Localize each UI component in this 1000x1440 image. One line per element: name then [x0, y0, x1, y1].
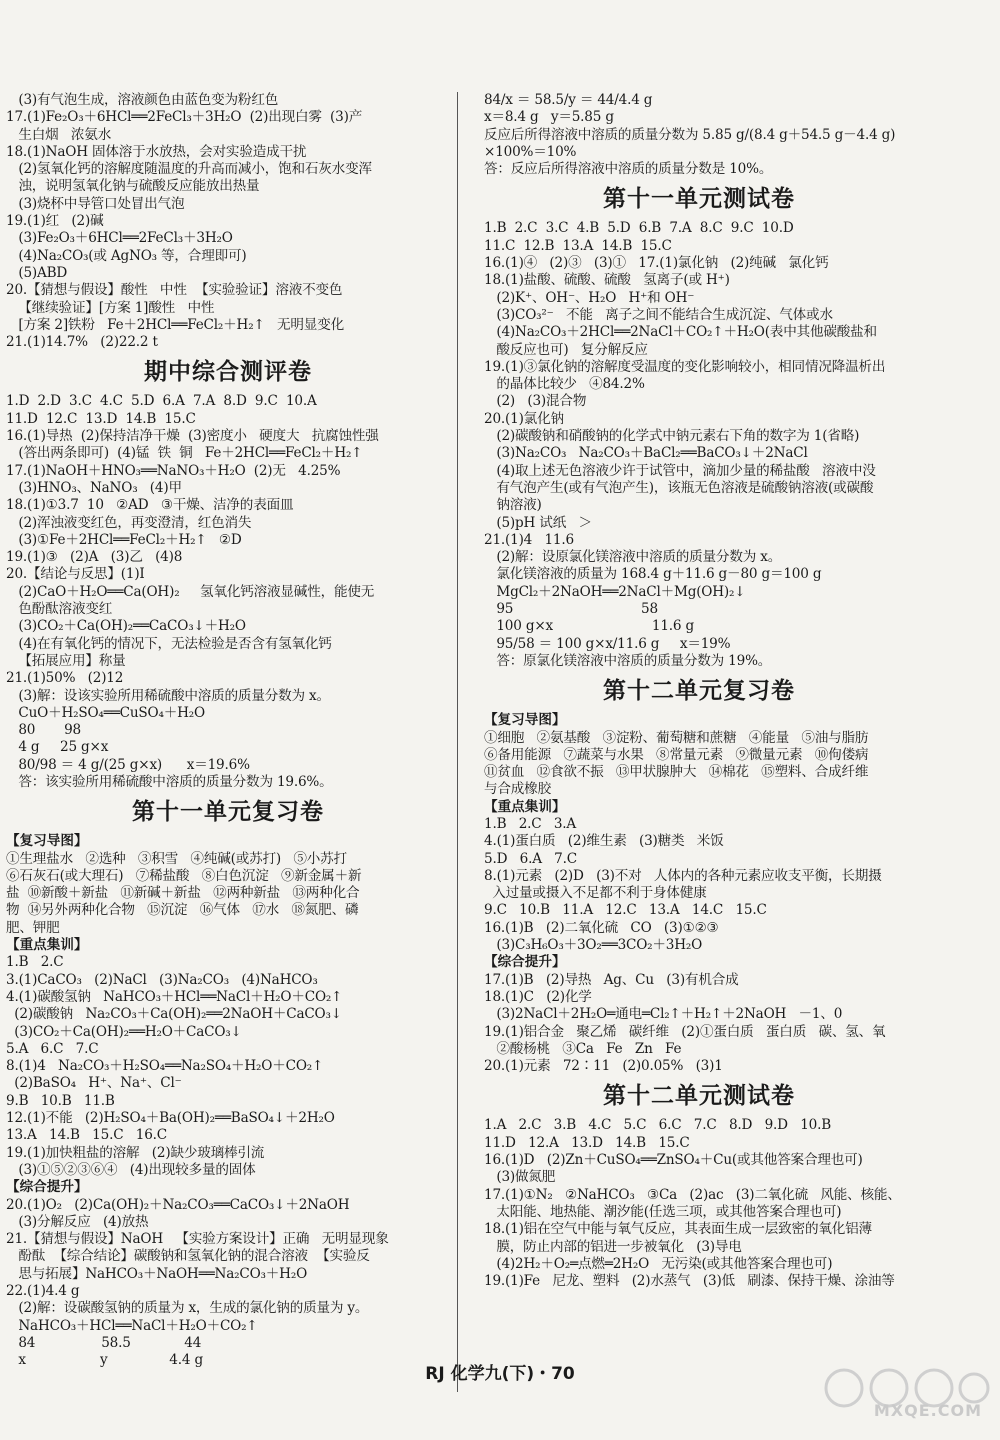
section-heading: 期中综合测评卷: [144, 359, 312, 386]
answer-line: 20.【猜想与假设】酸性 中性 【实验验证】溶液不变色: [6, 282, 343, 299]
answer-line: 浊，说明氢氧化钠与硫酸反应能放出热量: [6, 178, 260, 195]
answer-line: ⑥石灰石(或大理石) ⑦稀盐酸 ⑧白色沉淀 ⑨新金属＋新: [6, 867, 362, 884]
answer-line: 1.B 2.C: [6, 954, 64, 971]
answer-line: (4)2H₂＋O₂═点燃═2H₂O 无污染(或其他答案合理也可): [484, 1255, 833, 1272]
section-tag: 【重点集训】: [6, 937, 88, 954]
answer-line: (3)①⑤②③⑥④ (4)出现较多量的固体: [6, 1161, 256, 1178]
answer-line: 17.(1)Fe₂O₃＋6HCl══2FeCl₃＋3H₂O (2)出现白雾 (3)产: [6, 109, 363, 126]
answer-line: (2)CaO＋H₂O══Ca(OH)₂ 氢氧化钙溶液显碱性，能使无: [6, 583, 375, 600]
answer-line: (4)在有氧化钙的情况下，无法检验是否含有氢氧化钙: [6, 635, 332, 652]
answer-line: (3)CO₂＋Ca(OH)₂══H₂O＋CaCO₃↓: [6, 1023, 242, 1040]
right-column: [484, 92, 914, 1290]
answer-line: 17.(1)①N₂ ②NaHCO₃ ③Ca (2)ac (3)二氧化硫 风能、核能、: [484, 1186, 901, 1203]
answer-line: 肥、钾肥: [6, 919, 60, 936]
answer-line: 【继续验证】[方案 1]酸性 中性: [6, 299, 215, 316]
answer-line: 18.(1)C (2)化学: [484, 988, 592, 1005]
section-tag: 【复习导图】: [484, 712, 566, 729]
answer-line: 18.(1)①3.7 10 ②AD ③干燥、洁净的表面皿: [6, 497, 294, 514]
answer-line: 100 g×x 11.6 g: [484, 618, 694, 635]
section-tag: 【综合提升】: [484, 954, 566, 971]
answer-line: (3)Fe₂O₃＋6HCl══2FeCl₃＋3H₂O: [6, 230, 233, 247]
page-footer: RJ 化学九(下)・70: [425, 1364, 575, 1384]
answer-line: (2)浑浊液变红色，再变澄清，红色消失: [6, 514, 252, 531]
answer-line: ⑥备用能源 ⑦蔬菜与水果 ⑧常量元素 ⑨微量元素 ⑩佝偻病: [484, 746, 869, 763]
answer-line: x y 4.4 g: [6, 1352, 203, 1369]
watermark-text: MXQE.COM: [873, 1401, 982, 1420]
answer-line: (2)解：设原氯化镁溶液中溶质的质量分数为 x。: [484, 549, 782, 566]
answer-line: (3)有气泡生成，溶液颜色由蓝色变为粉红色: [6, 92, 279, 108]
answer-line: 16.(1)④ (2)③ (3)① 17.(1)氯化钠 (2)纯碱 氯化钙: [484, 255, 829, 272]
answer-line: 18.(1)盐酸、硫酸、硫酸 氢离子(或 H⁺): [484, 272, 730, 289]
section-tag: 【复习导图】: [6, 833, 88, 850]
answer-line: ①细胞 ②氨基酸 ③淀粉、葡萄糖和蔗糖 ④能量 ⑤油与脂肪: [484, 729, 869, 746]
answer-line: (3)CO₃²⁻ 不能 离子之间不能结合生成沉淀、气体或水: [484, 306, 833, 323]
answer-line: 5.D 6.A 7.C: [484, 850, 577, 867]
answer-line: 思与拓展】NaHCO₃＋NaOH══Na₂CO₃＋H₂O: [6, 1265, 308, 1282]
answer-line: (3)①Fe＋2HCl══FeCl₂＋H₂↑ ②D: [6, 531, 242, 548]
answer-line: 16.(1)B (2)二氧化硫 CO (3)①②③: [484, 919, 719, 936]
answer-line: 8.(1)4 Na₂CO₃＋H₂SO₄══Na₂SO₄＋H₂O＋CO₂↑: [6, 1058, 324, 1075]
answer-line: (3)2NaCl＋2H₂O═通电═Cl₂↑＋H₂↑＋2NaOH －1、0: [484, 1006, 843, 1023]
answer-line: (2)解：设碳酸氢钠的质量为 x，生成的氯化钠的质量为 y。: [6, 1300, 369, 1317]
answer-line: (2) (3)混合物: [484, 393, 587, 410]
answer-line: 酚酞 【综合结论】碳酸钠和氢氧化钠的混合溶液 【实验反: [6, 1248, 370, 1265]
answer-line: CuO＋H₂SO₄══CuSO₄＋H₂O: [6, 704, 205, 721]
section-heading: 第十一单元测试卷: [603, 186, 795, 213]
answer-line: (3)做氮肥: [484, 1169, 556, 1186]
answer-line: 1.B 2.C 3.C 4.B 5.D 6.B 7.A 8.C 9.C 10.D: [484, 220, 794, 237]
answer-line: 答：反应后所得溶液中溶质的质量分数是 10%。: [484, 161, 773, 178]
answer-line: 19.(1)③氯化钠的溶解度受温度的变化影响较小，相同情况降温析出: [484, 358, 886, 375]
answer-line: 19.(1)Fe 尼龙、塑料 (2)水蒸气 (3)低 刷漆、保持干燥、涂油等: [484, 1273, 895, 1290]
section-heading: 第十一单元复习卷: [132, 799, 324, 826]
answer-line: 95/58 ＝ 100 g×x/11.6 g x＝19%: [484, 635, 731, 652]
answer-line: 物 ⑭另外两种化合物 ⑮沉淀 ⑯气体 ⑰水 ⑱氮肥、磷: [6, 902, 359, 919]
answer-line: 19.(1)铝合金 聚乙烯 碳纤维 (2)①蛋白质 蛋白质 碳、氢、氧: [484, 1023, 886, 1040]
answer-line: 11.D 12.A 13.D 14.B 15.C: [484, 1134, 690, 1151]
answer-line: 【拓展应用】称量: [6, 652, 126, 669]
answer-line: MgCl₂＋2NaOH══2NaCl＋Mg(OH)₂↓: [484, 583, 746, 600]
answer-line: ⑪贫血 ⑫食欲不振 ⑬甲状腺肿大 ⑭棉花 ⑮塑料、合成纤维: [484, 764, 869, 781]
answer-line: ①生理盐水 ②选种 ③积雪 ④纯碱(或苏打) ⑤小苏打: [6, 850, 347, 867]
answer-line: 3.(1)CaCO₃ (2)NaCl (3)Na₂CO₃ (4)NaHCO₃: [6, 971, 318, 988]
answer-line: (3)C₃H₆O₃＋3O₂══3CO₂＋3H₂O: [484, 937, 703, 954]
answer-line: 13.A 14.B 15.C 16.C: [6, 1127, 167, 1144]
answer-line: 答：该实验所用稀硫酸中溶质的质量分数为 19.6%。: [6, 773, 333, 790]
answer-line: 20.(1)元素 72∶11 (2)0.05% (3)1: [484, 1058, 723, 1075]
answer-line: 21.(1)50% (2)12: [6, 670, 124, 687]
answer-line: 膜，防止内部的铝进一步被氧化 (3)导电: [484, 1238, 742, 1255]
answer-line: 21.(1)14.7% (2)22.2 t: [6, 334, 158, 351]
answer-line: 16.(1)导热 (2)保持洁净干燥 (3)密度小 硬度大 抗腐蚀性强: [6, 428, 379, 445]
answer-line: 20.【结论与反思】(1)Ⅰ: [6, 566, 145, 583]
answer-line: 16.(1)D (2)Zn＋CuSO₄══ZnSO₄＋Cu(或其他答案合理也可): [484, 1152, 863, 1169]
answer-line: 入过量或摄入不足都不利于身体健康: [484, 885, 707, 902]
answer-line: 有气泡产生(或有气泡产生)，该瓶无色溶液是硫酸钠溶液(或碳酸: [484, 479, 874, 496]
answer-line: 色酚酞溶液变红: [6, 601, 113, 618]
answer-line: 22.(1)4.4 g: [6, 1283, 80, 1299]
answer-line: 8.(1)元素 (2)D (3)不对 人体内的各种元素应收支平衡，长期摄: [484, 867, 882, 884]
section-heading: 第十二单元复习卷: [603, 678, 795, 705]
answer-line: 1.D 2.D 3.C 4.C 5.D 6.A 7.A 8.D 9.C 10.A: [6, 393, 317, 410]
answer-line: 11.C 12.B 13.A 14.B 15.C: [484, 237, 672, 254]
answer-line: 11.D 12.C 13.D 14.B 15.C: [6, 410, 196, 427]
answer-line: 18.(1)NaOH 固体溶于水放热，会对实验造成干扰: [6, 143, 307, 160]
answer-line: 84 58.5 44: [6, 1334, 202, 1351]
answer-line: ②酸杨桃 ③Ca Fe Zn Fe: [484, 1040, 682, 1057]
answer-line: 20.(1)O₂ (2)Ca(OH)₂＋Na₂CO₃══CaCO₃↓＋2NaOH: [6, 1196, 350, 1213]
answer-line: 9.C 10.B 11.A 12.C 13.A 14.C 15.C: [484, 902, 767, 919]
answer-line: 12.(1)不能 (2)H₂SO₄＋Ba(OH)₂══BaSO₄↓＋2H₂O: [6, 1110, 335, 1127]
answer-line: 答：原氯化镁溶液中溶质的质量分数为 19%。: [484, 652, 772, 669]
answer-line: [方案 2]铁粉 Fe＋2HCl══FeCl₂＋H₂↑ 无明显变化: [6, 316, 344, 333]
answer-line: ×100%＝10%: [484, 143, 577, 160]
watermark-logo: [814, 1364, 992, 1426]
answer-line: (5)pH 试纸 ＞: [484, 514, 592, 531]
answer-line: (5)ABD: [6, 264, 68, 281]
answer-line: 的晶体比较少 ④84.2%: [484, 376, 645, 393]
answer-line: 95 58: [484, 601, 658, 618]
answer-line: 84/x ＝ 58.5/y ＝ 44/4.4 g: [484, 92, 653, 108]
answer-line: (3)解：设该实验所用稀硫酸中溶质的质量分数为 x。: [6, 687, 330, 704]
answer-line: 生白烟 浓氨水: [6, 126, 112, 143]
answer-line: (4)Na₂CO₃＋2HCl══2NaCl＋CO₂↑＋H₂O(表中其他碳酸盐和: [484, 324, 877, 341]
answer-line: 1.A 2.C 3.B 4.C 5.C 6.C 7.C 8.D 9.D 10.B: [484, 1117, 832, 1134]
answer-line: 钠溶液): [484, 497, 542, 514]
answer-line: NaHCO₃＋HCl══NaCl＋H₂O＋CO₂↑: [6, 1317, 258, 1334]
answer-line: 21.(1)4 11.6: [484, 531, 574, 548]
answer-line: 17.(1)B (2)导热 Ag、Cu (3)有机合成: [484, 971, 739, 988]
answer-line: (3)HNO₃、NaNO₃ (4)甲: [6, 479, 182, 496]
answer-line: 5.A 6.C 7.C: [6, 1040, 99, 1057]
section-heading: 第十二单元测试卷: [603, 1083, 795, 1110]
answer-line: (3)分解反应 (4)放热: [6, 1213, 149, 1230]
answer-line: 4.(1)蛋白质 (2)维生素 (3)糖类 米饭: [484, 833, 724, 850]
answer-line: 酸反应也可) 复分解反应: [484, 341, 648, 358]
answer-line: 20.(1)氯化钠: [484, 410, 564, 427]
answer-line: 与合成橡胶: [484, 781, 551, 798]
answer-line: 1.B 2.C 3.A: [484, 815, 577, 832]
answer-line: x＝8.4 g y＝5.85 g: [484, 109, 614, 126]
answer-line: 19.(1)加快粗盐的溶解 (2)缺少玻璃棒引流: [6, 1144, 265, 1161]
answer-line: (答出两条即可) (4)锰 铁 铜 Fe＋2HCl══FeCl₂＋H₂↑: [6, 445, 363, 462]
answer-line: 18.(1)铝在空气中能与氧气反应，其表面生成一层致密的氧化铝薄: [484, 1221, 872, 1238]
section-tag: 【重点集训】: [484, 798, 566, 815]
section-tag: 【综合提升】: [6, 1179, 88, 1196]
answer-line: (4)Na₂CO₃(或 AgNO₃ 等，合理即可): [6, 247, 247, 264]
answer-line: 盐 ⑩新酸＋新盐 ⑪新碱＋新盐 ⑫两种新盐 ⑬两种化合: [6, 885, 360, 902]
answer-line: (3)烧杯中导管口处冒出气泡: [6, 195, 185, 212]
answer-line: (2)BaSO₄ H⁺、Na⁺、Cl⁻: [6, 1075, 182, 1092]
answer-line: (3)CO₂＋Ca(OH)₂══CaCO₃↓＋H₂O: [6, 618, 246, 635]
column-divider: [457, 92, 458, 1392]
answer-line: 太阳能、地热能、潮汐能(任选三项，或其他答案合理也可): [484, 1203, 842, 1220]
answer-line: (2)碳酸钠和硝酸钠的化学式中钠元素右下角的数字为 1(省略): [484, 428, 860, 445]
answer-line: 21.【猜想与假设】NaOH 【实验方案设计】正确 无明显现象: [6, 1231, 389, 1248]
answer-line: (2)碳酸钠 Na₂CO₃＋Ca(OH)₂══2NaOH＋CaCO₃↓: [6, 1006, 342, 1023]
answer-line: 19.(1)③ (2)A (3)乙 (4)8: [6, 549, 183, 566]
answer-line: 4 g 25 g×x: [6, 739, 109, 756]
answer-line: 反应后所得溶液中溶质的质量分数为 5.85 g/(8.4 g＋54.5 g－4.4 g): [484, 126, 896, 143]
answer-line: (2)氢氧化钙的溶解度随温度的升高而减小，饱和石灰水变浑: [6, 161, 372, 178]
answer-line: 氯化镁溶液的质量为 168.4 g＋11.6 g－80 g＝100 g: [484, 566, 822, 583]
answer-line: 80/98 ＝ 4 g/(25 g×x) x＝19.6%: [6, 756, 250, 773]
answer-line: 9.B 10.B 11.B: [6, 1092, 115, 1109]
answer-line: 4.(1)碳酸氢钠 NaHCO₃＋HCl══NaCl＋H₂O＋CO₂↑: [6, 988, 343, 1005]
left-column: [6, 92, 450, 1369]
answer-line: (4)取上述无色溶液少许于试管中，滴加少量的稀盐酸 溶液中没: [484, 462, 876, 479]
answer-line: (2)K⁺、OH⁻、H₂O H⁺和 OH⁻: [484, 289, 695, 306]
answer-line: (3)Na₂CO₃ Na₂CO₃＋BaCl₂══BaCO₃↓＋2NaCl: [484, 445, 808, 462]
answer-line: 19.(1)红 (2)碱: [6, 213, 104, 230]
answer-line: 80 98: [6, 722, 82, 739]
answer-line: 17.(1)NaOH＋HNO₃══NaNO₃＋H₂O (2)无 4.25%: [6, 462, 341, 479]
